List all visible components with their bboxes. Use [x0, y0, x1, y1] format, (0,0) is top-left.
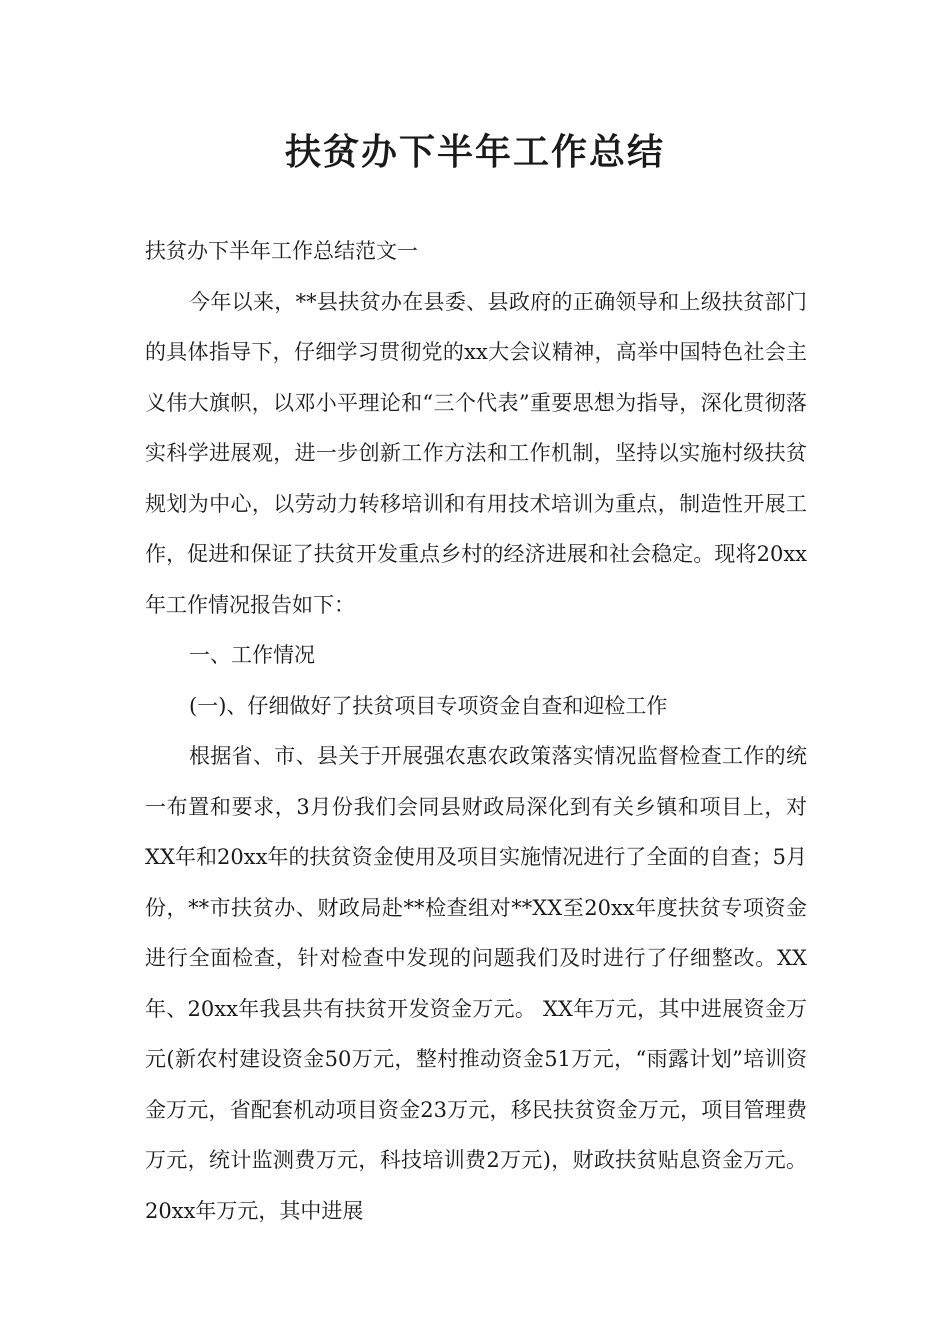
subsection-heading: (一)、仔细做好了扶贫项目专项资金自查和迎检工作	[189, 693, 668, 718]
section-heading: 一、工作情况	[189, 643, 315, 667]
document-subtitle: 扶贫办下半年工作总结范文一	[145, 239, 418, 263]
document-title: 扶贫办下半年工作总结	[284, 132, 665, 173]
document-body	[145, 226, 807, 1236]
paragraph-funds: 根据省、市、县关于开展强农惠农政策落实情况监督检查工作的统一布置和要求，3月份我们会同县财政局深化到有关乡镇和项目上，对XX年和20xx年的扶贫资金使用及项目实施情况进行了全面的自查；5月份，**市扶贫办、财政局赴**检查组对**XX至20xx年度扶贫专项资金进行全面检查，针对检查中发现的问题我们及时进行了仔细整改。XX年、20xx年我县共有扶贫开发资金万元。 XX年万元，其中进展资金万元(新农村建设资金50万元，整村推动资金51万元，“雨露计划”培训资金万元，省配套机动项目资金23万元，移民扶贫资金万元，项目管理费万元，统计监测费万元，科技培训费2万元)，财政扶贫贴息资金万元。20xx年万元，其中进展	[145, 744, 807, 1223]
paragraph-intro: 今年以来，**县扶贫办在县委、县政府的正确领导和上级扶贫部门的具体指导下，仔细学习贯彻党的xx大会议精神，高举中国特色社会主义伟大旗帜，以邓小平理论和“三个代表”重要思想为指导，深化贯彻落实科学进展观，进一步创新工作方法和工作机制，坚持以实施村级扶贫规划为中心，以劳动力转移培训和有用技术培训为重点，制造性开展工作，促进和保证了扶贫开发重点乡村的经济进展和社会稳定。现将20xx年工作情况报告如下：	[145, 289, 807, 617]
